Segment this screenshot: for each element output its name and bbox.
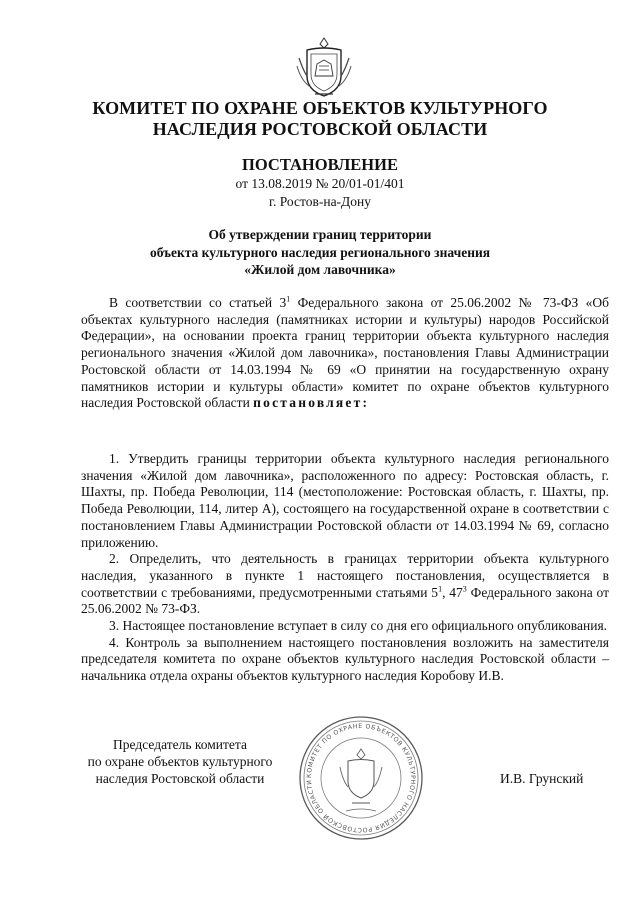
preamble-sup1: 1 — [286, 294, 291, 304]
document-meta — [0, 175, 640, 210]
preamble-paragraph — [81, 295, 609, 412]
subject-line1: Об утверждении границ территории — [208, 227, 432, 242]
item2-sup1: 1 — [438, 584, 443, 594]
resolution-items — [81, 451, 609, 685]
subject-line3: «Жилой дом лавочника» — [244, 262, 396, 277]
item2-sup2: 3 — [462, 584, 467, 594]
item2-part2: , 47 — [442, 584, 463, 600]
coat-of-arms-emblem-icon — [295, 36, 353, 100]
signatory-position — [80, 736, 280, 787]
document-subject — [0, 226, 640, 279]
signatory-name: И.В. Грунский — [500, 771, 584, 786]
position-line3: наследия Ростовской области — [95, 771, 265, 786]
resolves-word: постановляет: — [253, 395, 370, 411]
org-title-line1: КОМИТЕТ ПО ОХРАНЕ ОБЪЕКТОВ КУЛЬТУРНОГО — [92, 98, 548, 118]
preamble-part2: Федерального закона от 25.06.2002 № 73-ФЗ «Об объектах культурного наследия (памятниках истории и культуры) народов Российской Федерации», на основании проекта границ территории объекта культурного наследия регионального значения «Жилой дом лавочника», постановления Главы Администрации Ростовской области от 14.03.1994 № 69 «О принятии на государственную охрану памятников истории и культуры области» комитет по охране объектов культурного наследия Ростовской области — [81, 295, 609, 411]
document-city: г. Ростов-на-Дону — [268, 193, 371, 209]
item-4: 4. Контроль за выполнением настоящего постановления возложить на заместителя председателя комитета по охране объектов культурного наследия Ростовской области – начальника отдела охраны объектов культурного наследия Коробову И.В. — [81, 634, 609, 684]
item-2 — [81, 551, 609, 618]
item-1: 1. Утвердить границы территории объекта культурного наследия регионального значения «Жилой дом лавочника», расположенного по адресу: Ростовская область, г. Шахты, пр. Победа Революции, 114 (местоположение: Ростовская область, г. Шахты, пр. Победа Революции, 114, литер А), состоящего на государственной охране в соответствии с постановлением Главы Администрации Ростовской области от 14.03.1994 № 69, согласно приложению. — [81, 451, 609, 550]
position-line2: по охране объектов культурного — [87, 754, 273, 769]
item2-part1: 2. Определить, что деятельность в границах территории объекта культурного наследия, указанного в пункте 1 настоящего постановления, осуществляется в соответствии с требованиями, предусмотренными статьями 5 — [81, 551, 609, 600]
document-number-line: от 13.08.2019 № 20/01-01/401 — [235, 176, 405, 191]
item2-part3: Федерального закона от 25.06.2002 № 73-ФЗ. — [81, 584, 610, 617]
item-3: 3. Настоящее постановление вступает в силу со дня его официального опубликования. — [109, 618, 608, 634]
position-line1: Председатель комитета — [113, 737, 247, 752]
org-title-line2: НАСЛЕДИЯ РОСТОВСКОЙ ОБЛАСТИ — [152, 119, 488, 139]
svg-text:КОМИТЕТ ПО ОХРАНЕ ОБЪЕКТОВ КУЛ: КОМИТЕТ ПО ОХРАНЕ ОБЪЕКТОВ КУЛЬТУРНОГО НАСЛЕДИЯ РОСТОВСКОЙ ОБЛАСТИ — [305, 722, 417, 834]
organization-title — [0, 98, 640, 140]
document-type: ПОСТАНОВЛЕНИЕ — [242, 155, 398, 174]
preamble-part1: В соответствии со статьей 3 — [109, 295, 287, 310]
official-seal-stamp-icon — [298, 715, 424, 841]
subject-line2: объекта культурного наследия регионального значения — [149, 244, 491, 260]
